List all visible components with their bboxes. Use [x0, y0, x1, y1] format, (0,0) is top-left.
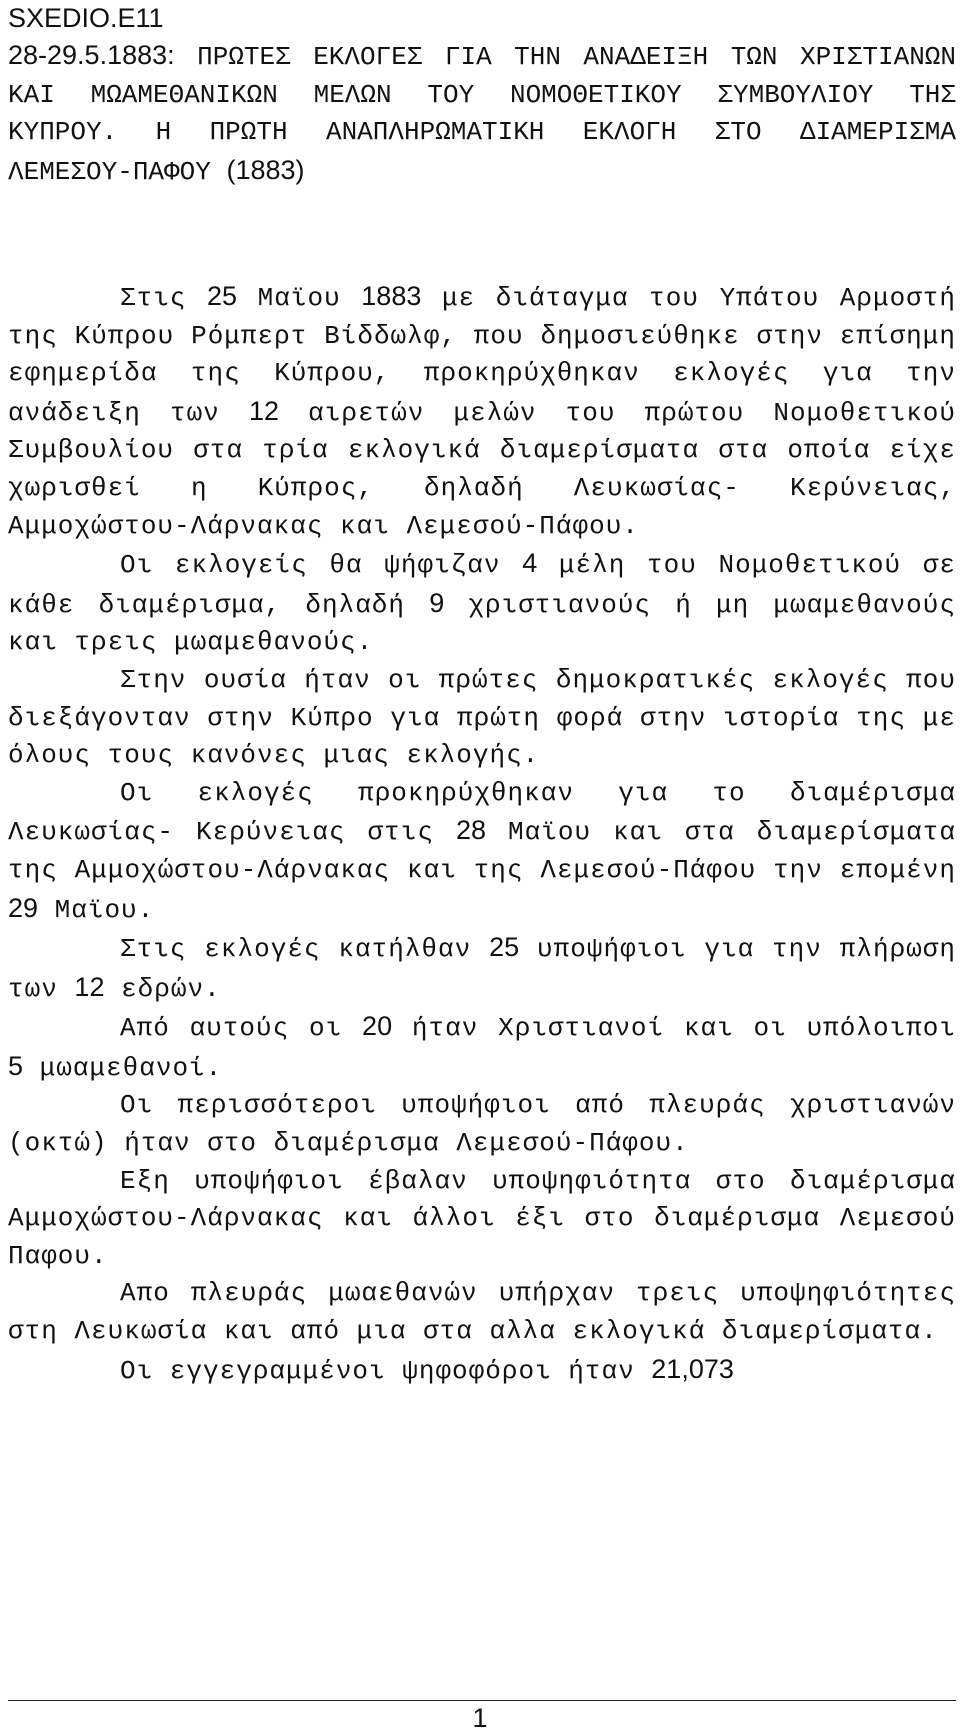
paragraph: Οι εγγεγραμμένοι ψηφοφόροι ήταν 21,073 [120, 1353, 734, 1386]
document-body [8, 278, 956, 1390]
paragraph: Στις 25 Μαϊου 1883 με διάταγμα του Υπάτου Αρμοστή της Κύπρου Ρόμπερτ Βίδδωλφ, που δημοσιεύθηκε στην επίσημη εφημερίδα της Κύπρου, προκηρύχθηκαν εκλογές για την ανάδειξη των 12 αιρετών μελών του πρώτου Νομοθετικού Συμβουλίου στα τρία εκλογικά διαμερίσματα στα οποία είχε χωρισθεί η Κύπρος, δηλαδή Λευκωσίας- Κερύνειας, Αμμοχώστου-Λάρνακας και Λεμεσού-Πάφου. [8, 281, 957, 541]
title-year: (1883) [226, 154, 305, 185]
title-date: 28-29.5.1883: [8, 40, 175, 70]
paragraph: Εξη υποψήφιοι έβαλαν υποψηφιότητα στο διαμέρισμα Αμμοχώστου-Λάρνακας και άλλοι έξι στο διαμέρισμα Λεμεσού Παφου. [8, 1165, 956, 1271]
footer-divider [8, 1700, 956, 1701]
paragraph: Στην ουσία ήταν οι πρώτες δημοκρατικές εκλογές που διεξάγονταν στην Κύπρο για πρώτη φορά στην ιστορία της με όλους τους κανόνες μιας εκλογής. [8, 664, 956, 771]
paragraph: Απο πλευράς μωαεθανών υπήρχαν τρεις υποψηφιότητες στη Λευκωσία και από μια στα αλλα εκλογικά διαμερίσματα. [8, 1278, 956, 1347]
document-id: SXEDIO.E11 [8, 3, 164, 33]
document-title [8, 37, 956, 191]
paragraph: Οι περισσότεροι υποψήφιοι από πλευράς χριστιανών (οκτώ) ήταν στο διαμέρισμα Λεμεσού-Πάφου. [8, 1090, 956, 1159]
paragraph: Οι εκλογές προκηρύχθηκαν για το διαμέρισμα Λευκωσίας- Κερύνειας στις 28 Μαϊου και στα διαμερίσματα της Αμμοχώστου-Λάρνακας και της Λεμεσού-Πάφου την επομένη 29 Μαϊου. [8, 777, 956, 925]
paragraph: Στις εκλογές κατήλθαν 25 υποψήφιοι για την πλήρωση των 12 εδρών. [8, 932, 956, 1004]
paragraph: Οι εκλογείς θα ψήφιζαν 4 μέλη του Νομοθετικού σε κάθε διαμέρισμα, δηλαδή 9 χριστιανούς ή μη μωαμεθανούς και τρεις μωαμεθανούς. [8, 548, 956, 658]
page-number: 1 [472, 1703, 488, 1733]
title-text: ΠΡΩΤΕΣ ΕΚΛΟΓΕΣ ΓΙΑ ΤΗΝ ΑΝΑΔΕΙΞΗ ΤΩΝ ΧΡΙΣΤΙΑΝΩΝ ΚΑΙ ΜΩΑΜΕΘΑΝΙΚΩΝ ΜΕΛΩΝ ΤΟΥ ΝΟΜΟΘΕΤΙΚΟΥ ΣΥΜΒΟΥΛΙΟΥ ΤΗΣ ΚΥΠΡΟΥ. Η ΠΡΩΤΗ ΑΝΑΠΛΗΡΩΜΑΤΙΚΗ ΕΚΛΟΓΗ ΣΤΟ ΔΙΑΜΕΡΙΣΜΑ ΛΕΜΕΣΟΥ-ΠΑΦΟΥ [8, 42, 956, 187]
paragraph: Από αυτούς οι 20 ήταν Χριστιανοί και οι υπόλοιποι 5 μωαμεθανοί. [8, 1011, 956, 1083]
